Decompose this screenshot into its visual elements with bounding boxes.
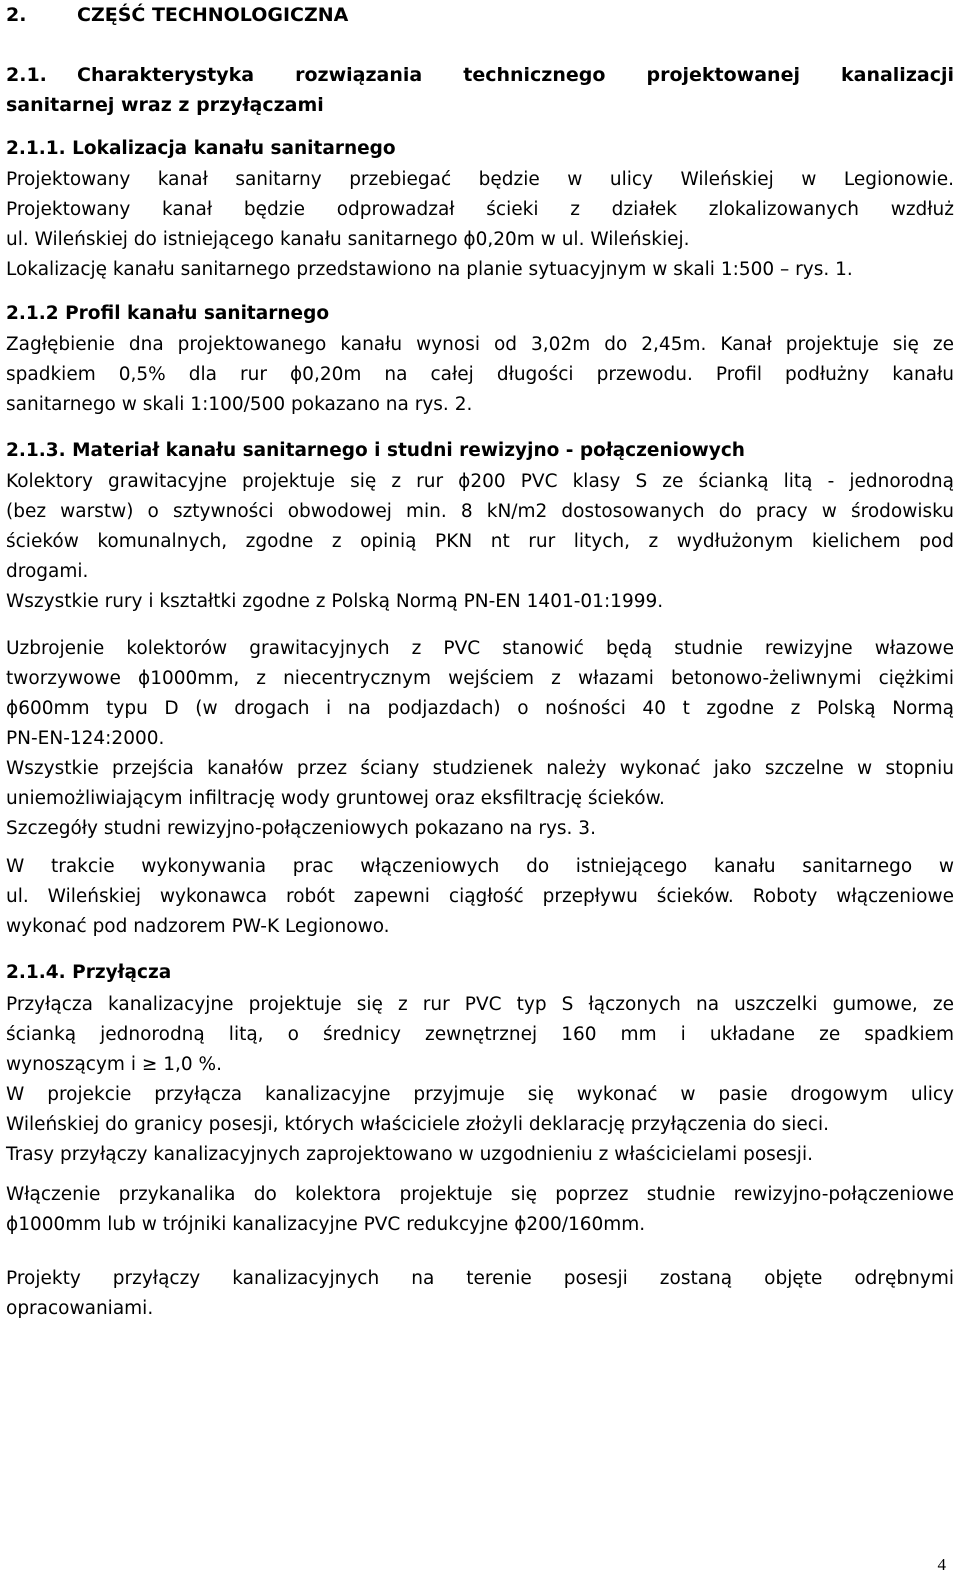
text-line: tworzywowe ϕ1000mm, z niecentrycznym wejściem z włazami betonowo-żeliwnymi ciężkimi (6, 668, 954, 689)
text-line: ϕ1000mm lub w trójniki kanalizacyjne PVC redukcyjne ϕ200/160mm. (6, 1214, 646, 1235)
section-title-line2: sanitarnej wraz z przyłączami (6, 94, 324, 116)
section-heading (6, 60, 954, 120)
chapter-heading (6, 4, 348, 26)
text-line: uniemożliwiającym infiltrację wody gruntowej oraz eksfiltrację ścieków. (6, 788, 665, 809)
text-line: Przyłącza kanalizacyjne projektuje się z rur PVC typ S łączonych na uszczelki gumowe, ze (6, 994, 954, 1015)
subsection-heading-2-1-2: 2.1.2 Profil kanału sanitarnego (6, 303, 330, 324)
text-line: ścieków komunalnych, zgodne z opinią PKN nt rur litych, z wydłużonym kielichem pod (6, 531, 954, 552)
text-line: Zagłębienie dna projektowanego kanału wynosi od 3,02m do 2,45m. Kanał projektuje się ze (6, 334, 954, 355)
text-line: wykonać pod nadzorem PW-K Legionowo. (6, 916, 390, 937)
text-line: Trasy przyłączy kanalizacyjnych zaprojektowano w uzgodnieniu z właścicielami posesji. (6, 1144, 813, 1165)
text-line: Projektowany kanał sanitarny przebiegać będzie w ulicy Wileńskiej w Legionowie. (6, 169, 954, 190)
text-line: Wszystkie przejścia kanałów przez ściany studzienek należy wykonać jako szczelne w stopniu (6, 758, 954, 779)
text-line: ϕ600mm typu D (w drogach i na podjazdach) o nośności 40 t zgodne z Polską Normą (6, 698, 954, 719)
section-number: 2.1. (6, 64, 47, 86)
text-line: drogami. (6, 561, 89, 582)
text-line: Lokalizację kanału sanitarnego przedstawiono na planie sytuacyjnym w skali 1:500 – rys. 1. (6, 259, 853, 280)
paragraph-2-1-1 (6, 165, 954, 285)
text-line: Włączenie przykanalika do kolektora projektuje się poprzez studnie rewizyjno-połączeniowe (6, 1184, 954, 1205)
text-line: Wszystkie rury i kształtki zgodne z Polską Normą PN-EN 1401-01:1999. (6, 591, 664, 612)
subsection-heading-2-1-1: 2.1.1. Lokalizacja kanału sanitarnego (6, 138, 396, 159)
text-line: ul. Wileńskiej do istniejącego kanału sanitarnego ϕ0,20m w ul. Wileńskiej. (6, 229, 690, 250)
text-line: ul. Wileńskiej wykonawca robót zapewni ciągłość przepływu ścieków. Roboty włączeniowe (6, 886, 954, 907)
page-number: 4 (937, 1555, 946, 1574)
paragraph-2-1-4-c (6, 1264, 954, 1324)
subsection-heading-2-1-4: 2.1.4. Przyłącza (6, 962, 172, 983)
chapter-number: 2. (6, 4, 27, 26)
chapter-title: CZĘŚĆ TECHNOLOGICZNA (77, 4, 349, 26)
text-line: Uzbrojenie kolektorów grawitacyjnych z PVC stanowić będą studnie rewizyjne włazowe (6, 638, 954, 659)
text-line: opracowaniami. (6, 1298, 154, 1319)
subsection-heading-2-1-3: 2.1.3. Materiał kanału sanitarnego i studni rewizyjno - połączeniowych (6, 440, 745, 461)
text-line: sanitarnego w skali 1:100/500 pokazano na rys. 2. (6, 394, 473, 415)
text-line: PN-EN-124:2000. (6, 728, 165, 749)
text-line: Szczegóły studni rewizyjno-połączeniowych pokazano na rys. 3. (6, 818, 596, 839)
paragraph-2-1-2 (6, 330, 954, 420)
text-line: wynoszącym i ≥ 1,0 %. (6, 1054, 222, 1075)
text-line: ścianką jednorodną litą, o średnicy zewnętrznej 160 mm i układane ze spadkiem (6, 1024, 954, 1045)
text-line: Projekty przyłączy kanalizacyjnych na terenie posesji zostaną objęte odrębnymi (6, 1268, 954, 1289)
paragraph-2-1-3-a (6, 467, 954, 617)
section-title-line1: Charakterystyka rozwiązania technicznego projektowanej kanalizacji (77, 64, 954, 86)
paragraph-2-1-4-b (6, 1180, 954, 1240)
paragraph-2-1-3-c (6, 852, 954, 942)
paragraph-2-1-4-a (6, 990, 954, 1170)
paragraph-2-1-3-b (6, 634, 954, 844)
text-line: Wileńskiej do granicy posesji, których właściciele złożyli deklarację przyłączenia do sieci. (6, 1114, 829, 1135)
text-line: Projektowany kanał będzie odprowadzał ścieki z działek zlokalizowanych wzdłuż (6, 199, 954, 220)
text-line: spadkiem 0,5% dla rur ϕ0,20m na całej długości przewodu. Profil podłużny kanału (6, 364, 954, 385)
text-line: (bez warstw) o sztywności obwodowej min. 8 kN/m2 dostosowanych do pracy w środowisku (6, 501, 954, 522)
text-line: W projekcie przyłącza kanalizacyjne przyjmuje się wykonać w pasie drogowym ulicy (6, 1084, 954, 1105)
text-line: W trakcie wykonywania prac włączeniowych do istniejącego kanału sanitarnego w (6, 856, 954, 877)
text-line: Kolektory grawitacyjne projektuje się z rur ϕ200 PVC klasy S ze ścianką litą - jednorodną (6, 471, 954, 492)
